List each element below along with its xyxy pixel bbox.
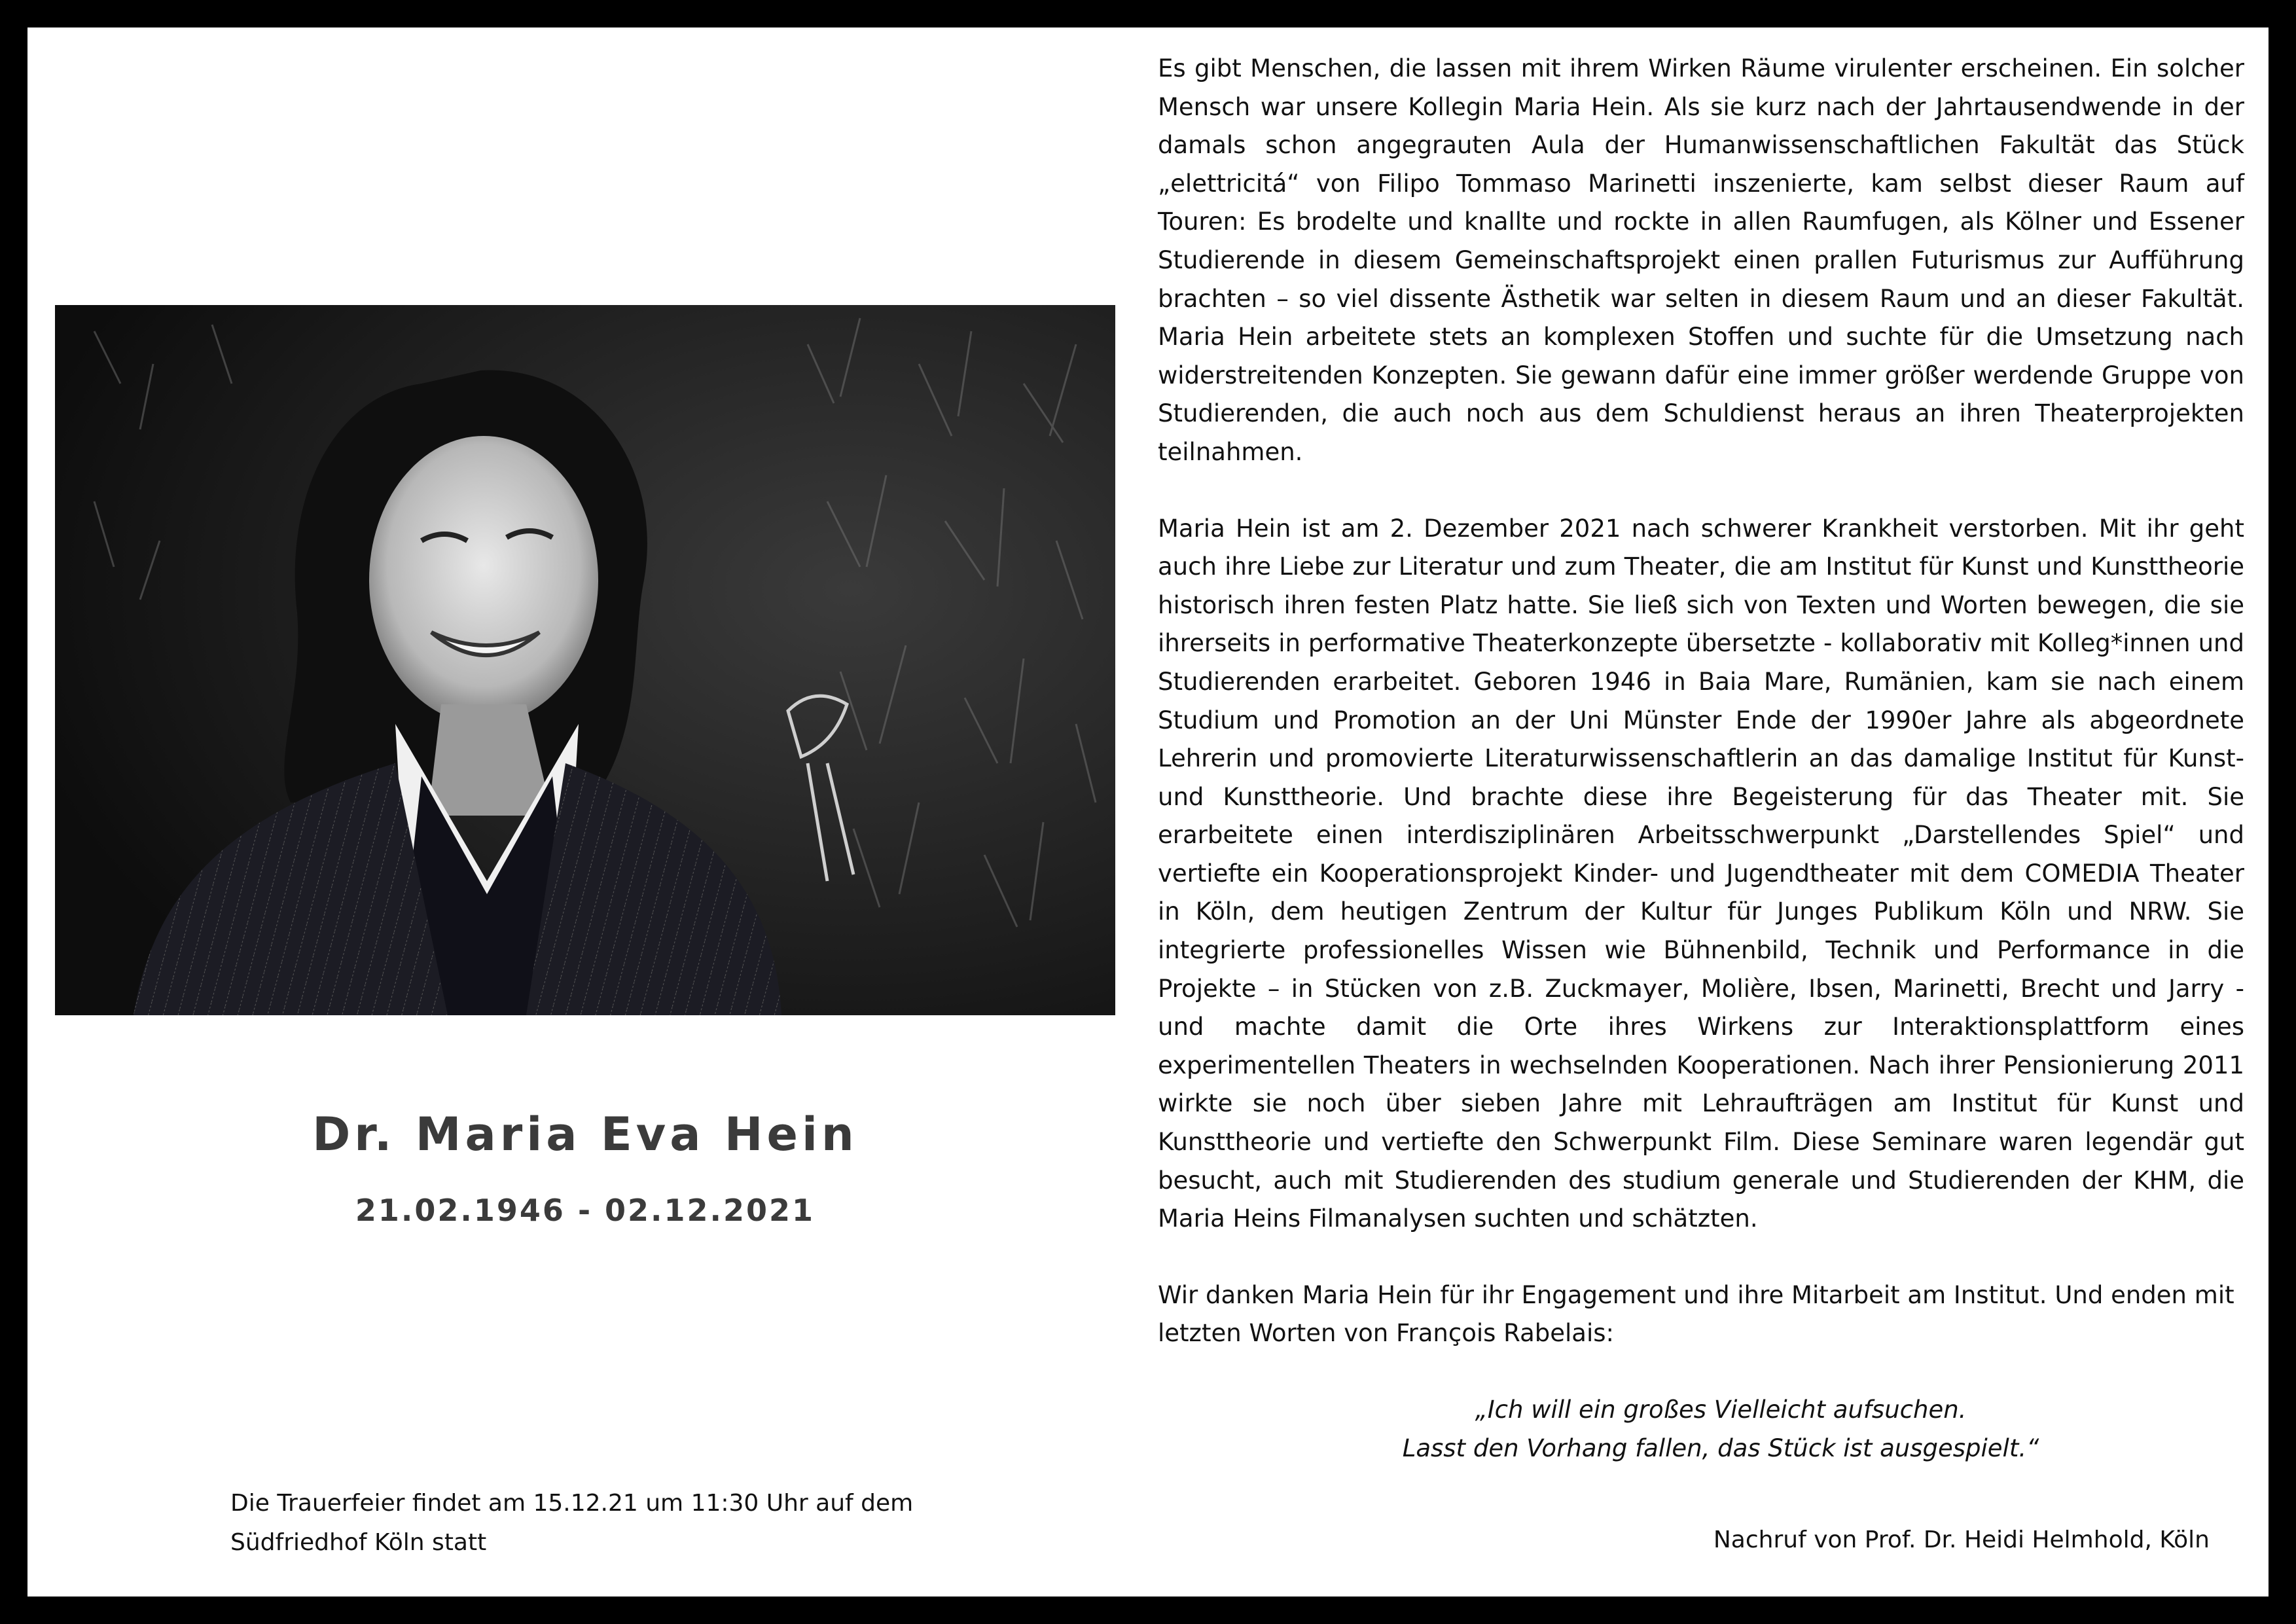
funeral-note: Die Trauerfeier findet am 15.12.21 um 11:30 Uhr auf dem Südfriedhof Köln statt xyxy=(230,1490,914,1556)
obituary-page xyxy=(27,27,2269,1597)
life-dates: 21.02.1946 - 02.12.2021 xyxy=(355,1193,816,1228)
quote-line: Lasst den Vorhang fallen, das Stück ist ausgespielt.“ xyxy=(1402,1434,2039,1462)
portrait-photo xyxy=(55,305,1115,1015)
obituary-paragraph: Wir danken Maria Hein für ihr Engagement und ihre Mitarbeit am Institut. Und enden mit letzten Worten von François Rabelais: xyxy=(1158,1280,2234,1348)
obituary-paragraph: Maria Hein ist am 2. Dezember 2021 nach schwerer Krankheit verstorben. Mit ihr geht auch ihre Liebe zur Literatur und zum Theater, die am Institut für Kunst und Kunsttheorie historisch ihren festen Platz hatte. Sie ließ sich von Texten und Worten bewegen, die sie ihrerseits in performative Theaterkonzepte übersetzte - kollaborativ mit Kolleg*innen und Studierenden erarbeitet. Geboren 1946 in Baia Mare, Rumänien, kam sie nach einem Studium und Promotion an der Uni Münster Ende der 1990er Jahre als abgeordnete Lehrerin und promovierte Literaturwissenschaftlerin an das damalige Institut für Kunst- und Kunsttheorie. Und brachte diese ihre Begeisterung für das Theater mit. Sie erarbeitete einen interdisziplinären Arbeitsschwerpunkt „Darstellendes Spiel“ und vertiefte ein Kooperationsprojekt Kinder- und Jugendtheater mit dem COMEDIA Theater in Köln, dem heutigen Zentrum der Kultur für Junges Publikum Köln und NRW. Sie integrierte professionelles Wissen wie Bühnenbild, Technik und Performance in die Projekte – in Stücken von z.B. Zuckmayer, Molière, Ibsen, Marinetti, Brecht und Jarry - und machte damit die Orte ihres Wirkens zur Interaktionsplattform eines experimentellen Theaters in wechselnden Kooperationen. Nach ihrer Pensionierung 2011 wirkte sie noch über sieben Jahre mit Lehraufträgen am Institut für Kunst und Kunsttheorie und vertiefte den Schwerpunkt Film. Diese Seminare waren legendär gut besucht, auch mit Studierenden des studium generale und Studierenden der KHM, die Maria Heins Filmanalysen suchten und schätzten. xyxy=(1158,514,2244,1233)
quote-line: „Ich will ein großes Vielleicht aufsuchen. xyxy=(1475,1396,1967,1424)
obituary-paragraph: Es gibt Menschen, die lassen mit ihrem Wirken Räume virulenter erscheinen. Ein solcher Mensch war unsere Kollegin Maria Hein. Als sie kurz nach der Jahrtausendwende in der damals schon angegrauten Aula der Humanwissenschaftlichen Fakultät das Stück „elettricitá“ von Filipo Tommaso Marinetti inszenierte, kam selbst dieser Raum auf Touren: Es brodelte und knallte und rockte in allen Raumfugen, als Kölner und Essener Studierende in diesem Gemeinschaftsprojekt einen prallen Futurismus zur Aufführung brachten – so viel dissente Ästhetik war selten in diesem Raum und an dieser Fakultät. Maria Hein arbeitete stets an komplexen Stoffen und suchte für die Umsetzung nach widerstreitenden Konzepten. Sie gewann dafür eine immer größer werdende Gruppe von Studierenden, die auch noch aus dem Schuldienst heraus an ihren Theaterprojekten teilnahmen. xyxy=(1158,54,2244,466)
person-name: Dr. Maria Eva Hein xyxy=(312,1108,858,1161)
rabelais-quote xyxy=(1197,1391,2244,1468)
obituary-text xyxy=(1158,50,2244,1468)
portrait-image xyxy=(55,305,1115,1015)
obituary-credit: Nachruf von Prof. Dr. Heidi Helmhold, Köln xyxy=(1713,1526,2210,1553)
